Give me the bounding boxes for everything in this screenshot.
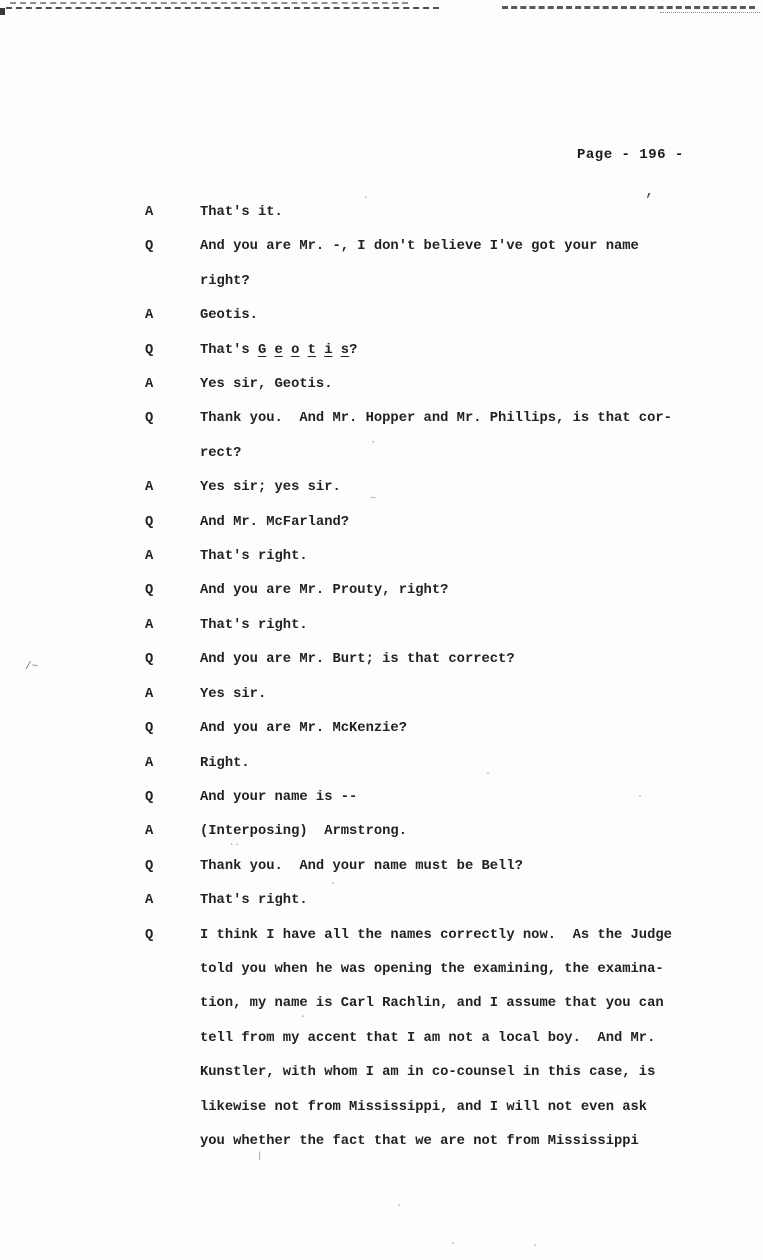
transcript-line [145,193,705,230]
scan-artifact-top-dashes-left-upper [10,2,408,4]
line-text: Thank you. And your name must be Bell? [200,858,523,874]
speaker-marker [145,1091,200,1125]
transcript-line [145,1056,705,1090]
transcript-line [145,437,705,471]
speaker-marker: Q [145,721,154,737]
speaker-marker [145,265,200,299]
line-text: rect? [200,445,242,461]
scan-artifact-top-dashes-left [6,7,439,9]
line-text: Right. [200,755,250,771]
transcript-line [145,1022,705,1056]
transcript-line [145,678,705,712]
line-text: And you are Mr. McKenzie? [200,721,407,737]
scan-artifact-speck: · [485,769,492,780]
speaker-marker [145,1125,200,1159]
line-text: And you are Mr. Burt; is that correct? [200,652,515,668]
speaker-marker: A [145,205,154,220]
line-text: likewise not from Mississippi, and I will not even ask [200,1099,648,1115]
speaker-marker: A [145,480,154,496]
speaker-marker [145,437,200,471]
line-text: told you when he was opening the examining, the examina- [200,961,664,977]
line-text: (Interposing) Armstrong. [200,824,407,840]
line-text: And you are Mr. Prouty, right? [200,583,449,599]
transcript-line [145,643,705,677]
line-text: That's right. [200,617,308,633]
speaker-marker: A [145,686,154,702]
line-text: That's right. [200,549,308,565]
transcript-line [145,299,705,333]
transcript-line [145,747,705,781]
scan-artifact-speck: , [645,182,655,200]
line-text: And you are Mr. -, I don't believe I've got your name [200,239,639,255]
scan-artifact-corner-mark [0,8,5,15]
line-text: That's it. [200,205,283,220]
speaker-marker: A [145,549,154,565]
scan-artifact-speck: ~ [370,494,377,505]
line-text: Thank you. And Mr. Hopper and Mr. Phillips, is that cor- [200,411,672,427]
transcript-line [145,609,705,643]
line-text: I think I have all the names correctly now. As the Judge [200,927,672,943]
transcript-line [145,919,705,953]
line-text: Kunstler, with whom I am in co-counsel in this case, is [200,1065,656,1081]
speaker-marker: A [145,308,154,324]
line-text: And Mr. McFarland? [200,514,350,530]
speaker-marker: Q [145,652,154,668]
scan-artifact-speck: · [363,193,370,204]
line-text: That's G e o t i s? [200,342,358,358]
transcript-line [145,402,705,436]
speaker-marker: Q [145,789,154,805]
transcript-line [145,953,705,987]
transcript-line [145,1091,705,1125]
scan-artifact-speck: · [300,1012,307,1023]
scan-artifact-speck: /~ [25,661,39,673]
speaker-marker [145,953,200,987]
transcript-line [145,781,705,815]
speaker-marker: A [145,755,154,771]
line-text: tell from my accent that I am not a local boy. And Mr. [200,1030,656,1046]
transcript-line [145,230,705,264]
line-text: And your name is -- [200,789,358,805]
line-text: Geotis. [200,308,258,324]
line-text: you whether the fact that we are not from Mississippi [200,1133,639,1149]
scan-artifact-speck: · [637,792,644,803]
transcript-line [145,471,705,505]
transcript-line [145,265,705,299]
speaker-marker: A [145,377,154,393]
speaker-marker: Q [145,342,154,358]
speaker-marker: Q [145,927,154,943]
speaker-marker: Q [145,411,154,427]
transcript-line [145,540,705,574]
line-text: tion, my name is Carl Rachlin, and I assume that you can [200,996,664,1012]
line-text: right? [200,273,250,289]
speaker-marker [145,987,200,1021]
transcript-line [145,1125,705,1159]
transcript-line [145,506,705,540]
transcript-line [145,368,705,402]
line-text: Yes sir. [200,686,267,702]
scan-artifact-top-dots-right [660,12,760,13]
transcript-line [145,574,705,608]
transcript-line [145,987,705,1021]
speaker-marker: A [145,824,154,840]
scan-artifact-speck: · [396,1201,403,1212]
scan-artifact-speck: | [257,1151,263,1161]
speaker-marker [145,1056,200,1090]
scan-artifact-speck: · [532,1241,539,1252]
scan-artifact-speck: ·· [229,840,240,850]
scan-artifact-speck: · [450,1239,457,1250]
line-text: Yes sir, Geotis. [200,377,333,393]
transcript-line [145,712,705,746]
speaker-marker: Q [145,239,154,255]
transcript-line [145,334,705,368]
transcript-line [145,850,705,884]
line-text: Yes sir; yes sir. [200,480,341,496]
page-number: Page - 196 - [577,147,684,163]
transcript-line [145,884,705,918]
scan-artifact-top-dashes-right [502,6,755,9]
speaker-marker: Q [145,514,154,530]
speaker-marker: A [145,617,154,633]
speaker-marker: Q [145,583,154,599]
speaker-marker: A [145,893,154,909]
speaker-marker: Q [145,858,154,874]
scan-artifact-speck: · [370,437,377,449]
line-text: That's right. [200,893,308,909]
transcript-body [145,193,705,1159]
scan-artifact-speck: · [330,879,337,890]
speaker-marker [145,1022,200,1056]
